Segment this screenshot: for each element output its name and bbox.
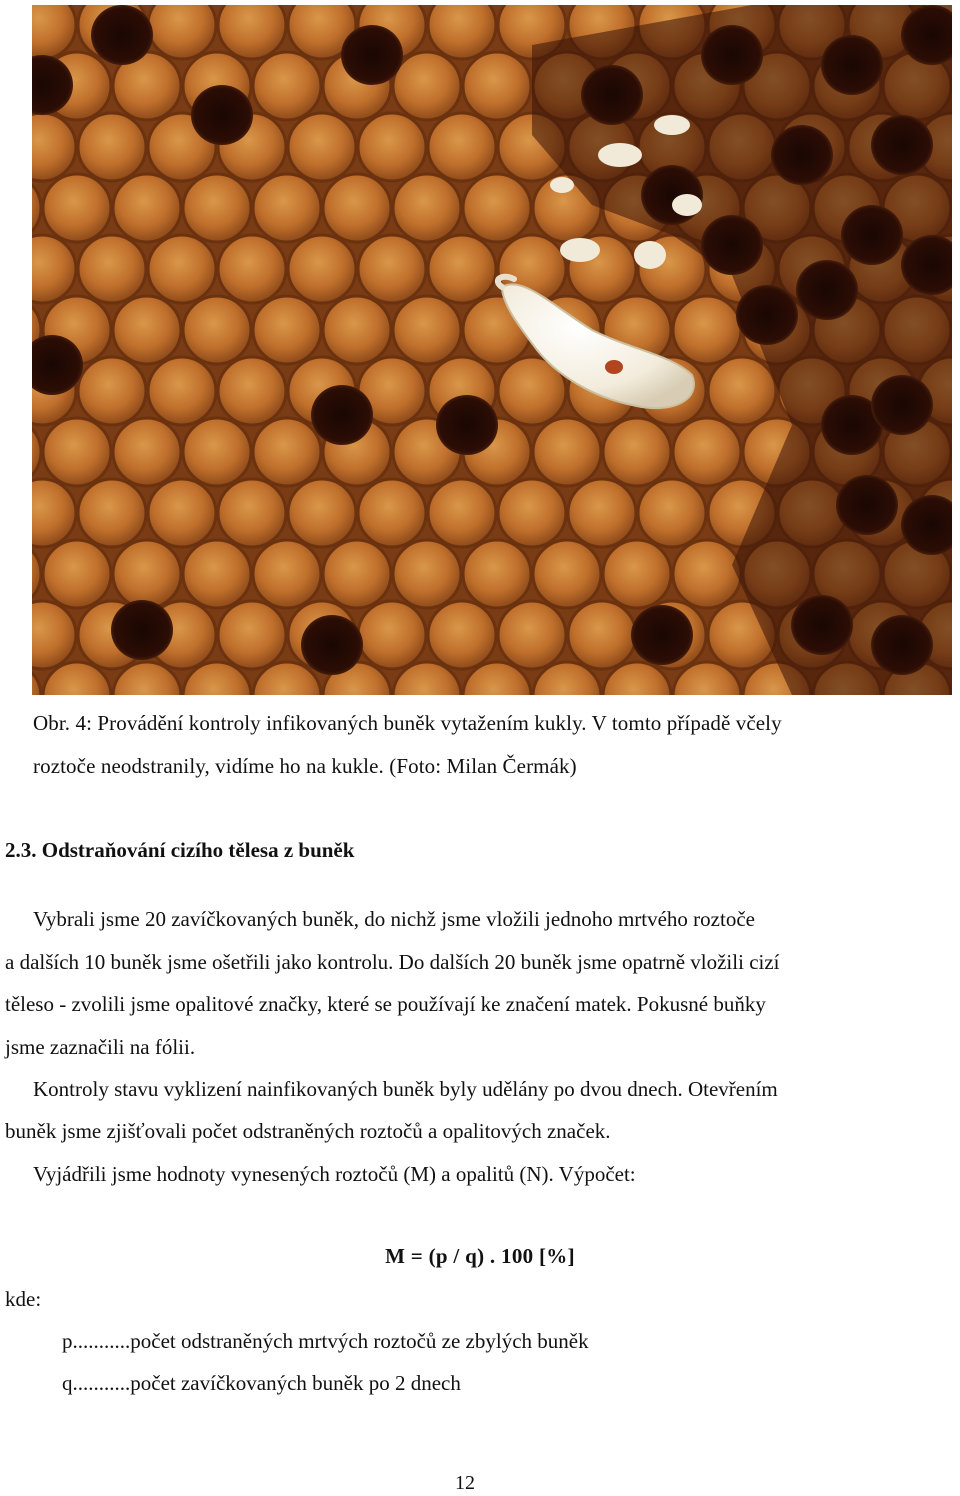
figure-caption-line-1: Obr. 4: Provádění kontroly infikovaných buněk vytažením kukly. V tomto případě včely [33,711,782,735]
paragraph-2-line-2: buněk jsme zjišťovali počet odstraněných roztočů a opalitových značek. [5,1119,611,1143]
formula: M = (p / q) . 100 [%] [385,1244,575,1268]
paragraph-1-line-2: a dalších 10 buněk jsme ošetřili jako kontrolu. Do dalších 20 buněk jsme opatrně vložili cizí [5,950,780,974]
honeycomb-photo [32,5,952,695]
definitions-label: kde: [5,1287,42,1311]
paragraph-2-line-1: Kontroly stavu vyklizení nainfikovaných buněk byly udělány po dvou dnech. Otevřením [33,1077,778,1101]
figure-caption-line-2: roztoče neodstranily, vidíme ho na kukle. (Foto: Milan Čermák) [33,754,577,778]
page-number: 12 [455,1472,475,1494]
paragraph-3-line-1: Vyjádřili jsme hodnoty vynesených roztočů (M) a opalitů (N). Výpočet: [33,1162,636,1186]
section-heading: 2.3. Odstraňování cizího tělesa z buněk [5,838,355,862]
paragraph-1-line-3: těleso - zvolili jsme opalitové značky, které se používají ke značení matek. Pokusné buňky [5,992,766,1016]
definition-q: q...........počet zavíčkovaných buněk po 2 dnech [62,1371,461,1395]
paragraph-1-line-4: jsme zaznačili na fólii. [5,1035,196,1059]
definition-p: p...........počet odstraněných mrtvých roztočů ze zbylých buněk [62,1329,589,1353]
paragraph-1-line-1: Vybrali jsme 20 zavíčkovaných buněk, do nichž jsme vložili jednoho mrtvého roztoče [33,907,755,931]
